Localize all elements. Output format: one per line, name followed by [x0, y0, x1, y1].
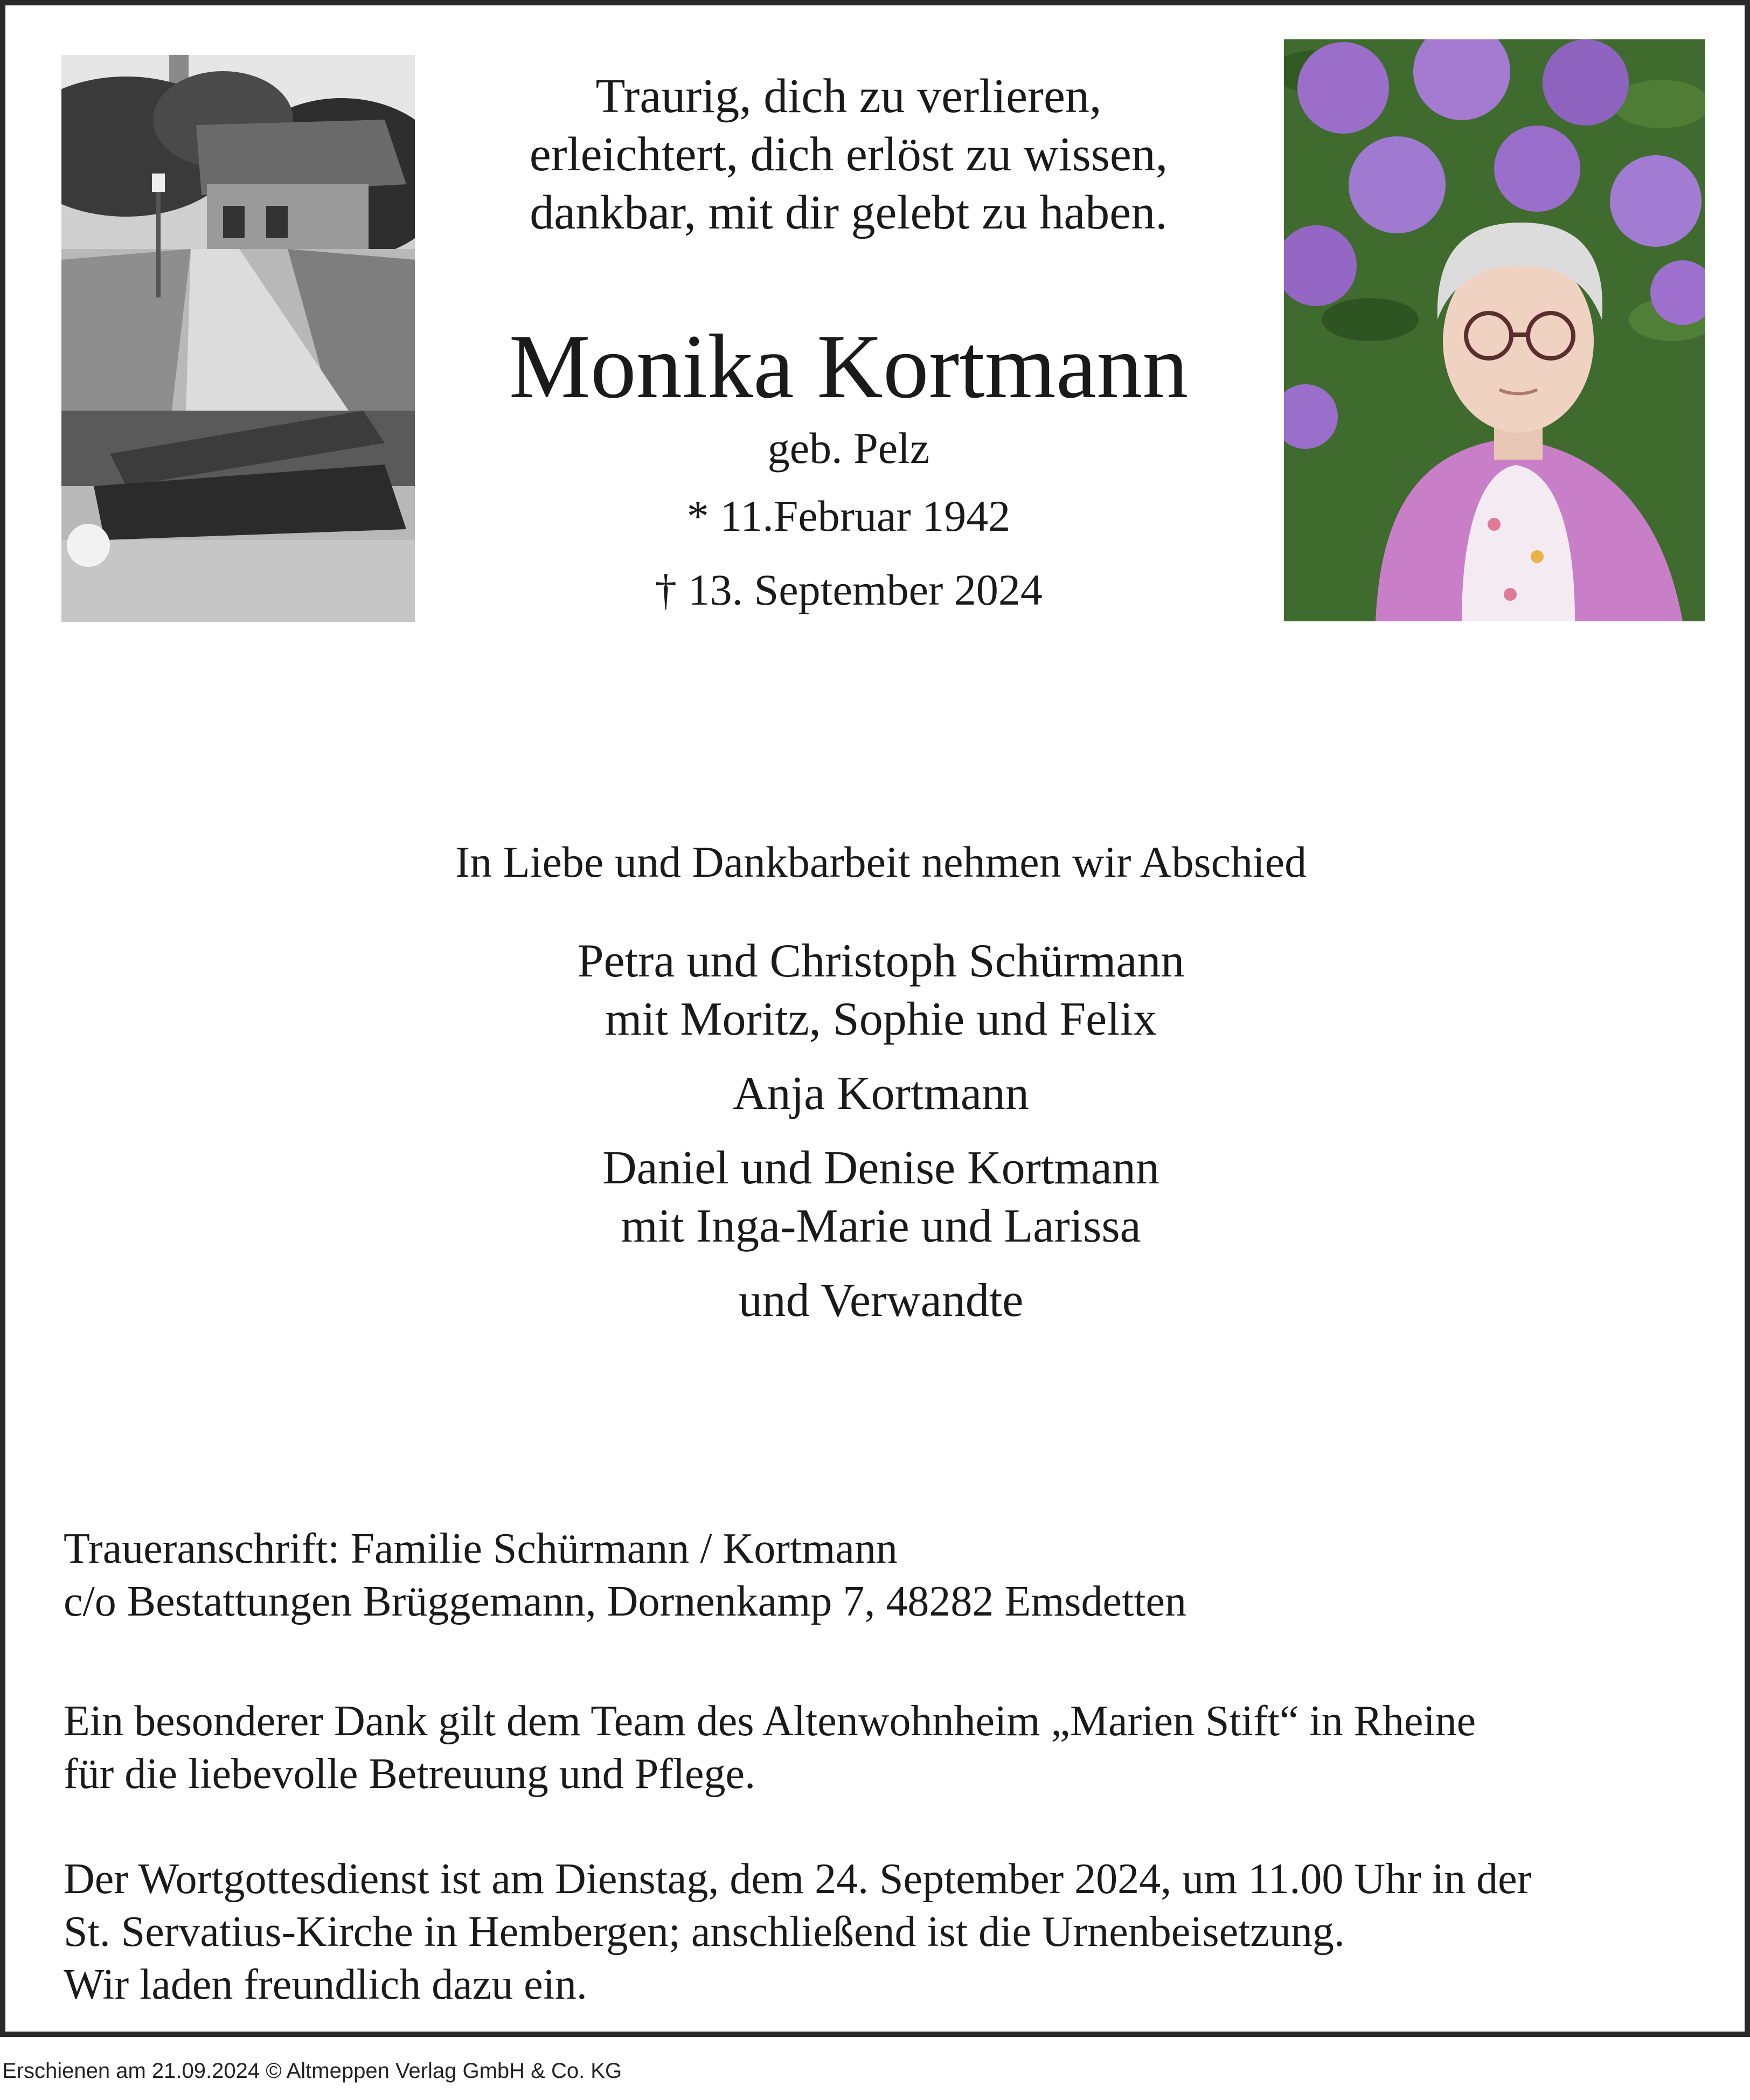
service-line: St. Servatius-Kirche in Hembergen; anschließend ist die Urnenbeisetzung. [64, 1908, 1345, 1956]
motto-line: Traurig, dich zu verlieren, [595, 70, 1102, 123]
landscape-photo [61, 55, 415, 622]
service-notice [64, 1853, 1712, 2011]
mourner-group [329, 1139, 1433, 1256]
service-line: Wir laden freundlich dazu ein. [64, 1961, 587, 2008]
motto-verse [415, 67, 1282, 242]
address-line: c/o Bestattungen Brüggemann, Dornenkamp 7, 48282 Emsdetten [64, 1578, 1187, 1625]
birth-name: geb. Pelz [767, 424, 930, 473]
motto-line: dankbar, mit dir gelebt zu haben. [530, 186, 1168, 239]
landscape-photo-illustration [61, 55, 415, 622]
farewell-line: In Liebe und Dankbarbeit nehmen wir Abschied [455, 837, 1307, 886]
portrait-photo [1284, 39, 1705, 621]
mourner-line: mit Moritz, Sophie und Felix [605, 993, 1157, 1045]
portrait-photo-illustration [1284, 39, 1705, 621]
mourner-line: Daniel und Denise Kortmann [602, 1142, 1159, 1194]
thanks-line: für die liebevolle Betreuung und Pflege. [64, 1750, 756, 1798]
special-thanks [64, 1695, 1712, 1800]
mourning-address [64, 1522, 1712, 1628]
publication-footer: Erschienen am 21.09.2024 © Altmeppen Verlag GmbH & Co. KG [2, 2059, 622, 2083]
thanks-line: Ein besonderer Dank gilt dem Team des Altenwohnheim „Marien Stift“ in Rheine [64, 1697, 1476, 1745]
mourner-line: und Verwandte [738, 1274, 1024, 1327]
deceased-name: Monika Kortmann [509, 316, 1189, 417]
address-line: Traueranschrift: Familie Schürmann / Kortmann [64, 1525, 898, 1572]
service-line: Der Wortgottesdienst ist am Dienstag, dem 24. September 2024, um 11.00 Uhr in der [64, 1855, 1532, 1903]
mourner-group [329, 1272, 1433, 1330]
mourner-group [329, 932, 1433, 1049]
mourner-line: Anja Kortmann [733, 1068, 1029, 1120]
mourner-line: Petra und Christoph Schürmann [577, 935, 1185, 987]
motto-line: erleichtert, dich erlöst zu wissen, [529, 128, 1168, 181]
mourners-list [329, 932, 1433, 1346]
birth-date: * 11.Februar 1942 [686, 491, 1011, 540]
mourner-group [329, 1065, 1433, 1123]
mourner-line: mit Inga-Marie und Larissa [621, 1200, 1141, 1252]
death-date: † 13. September 2024 [655, 565, 1043, 614]
